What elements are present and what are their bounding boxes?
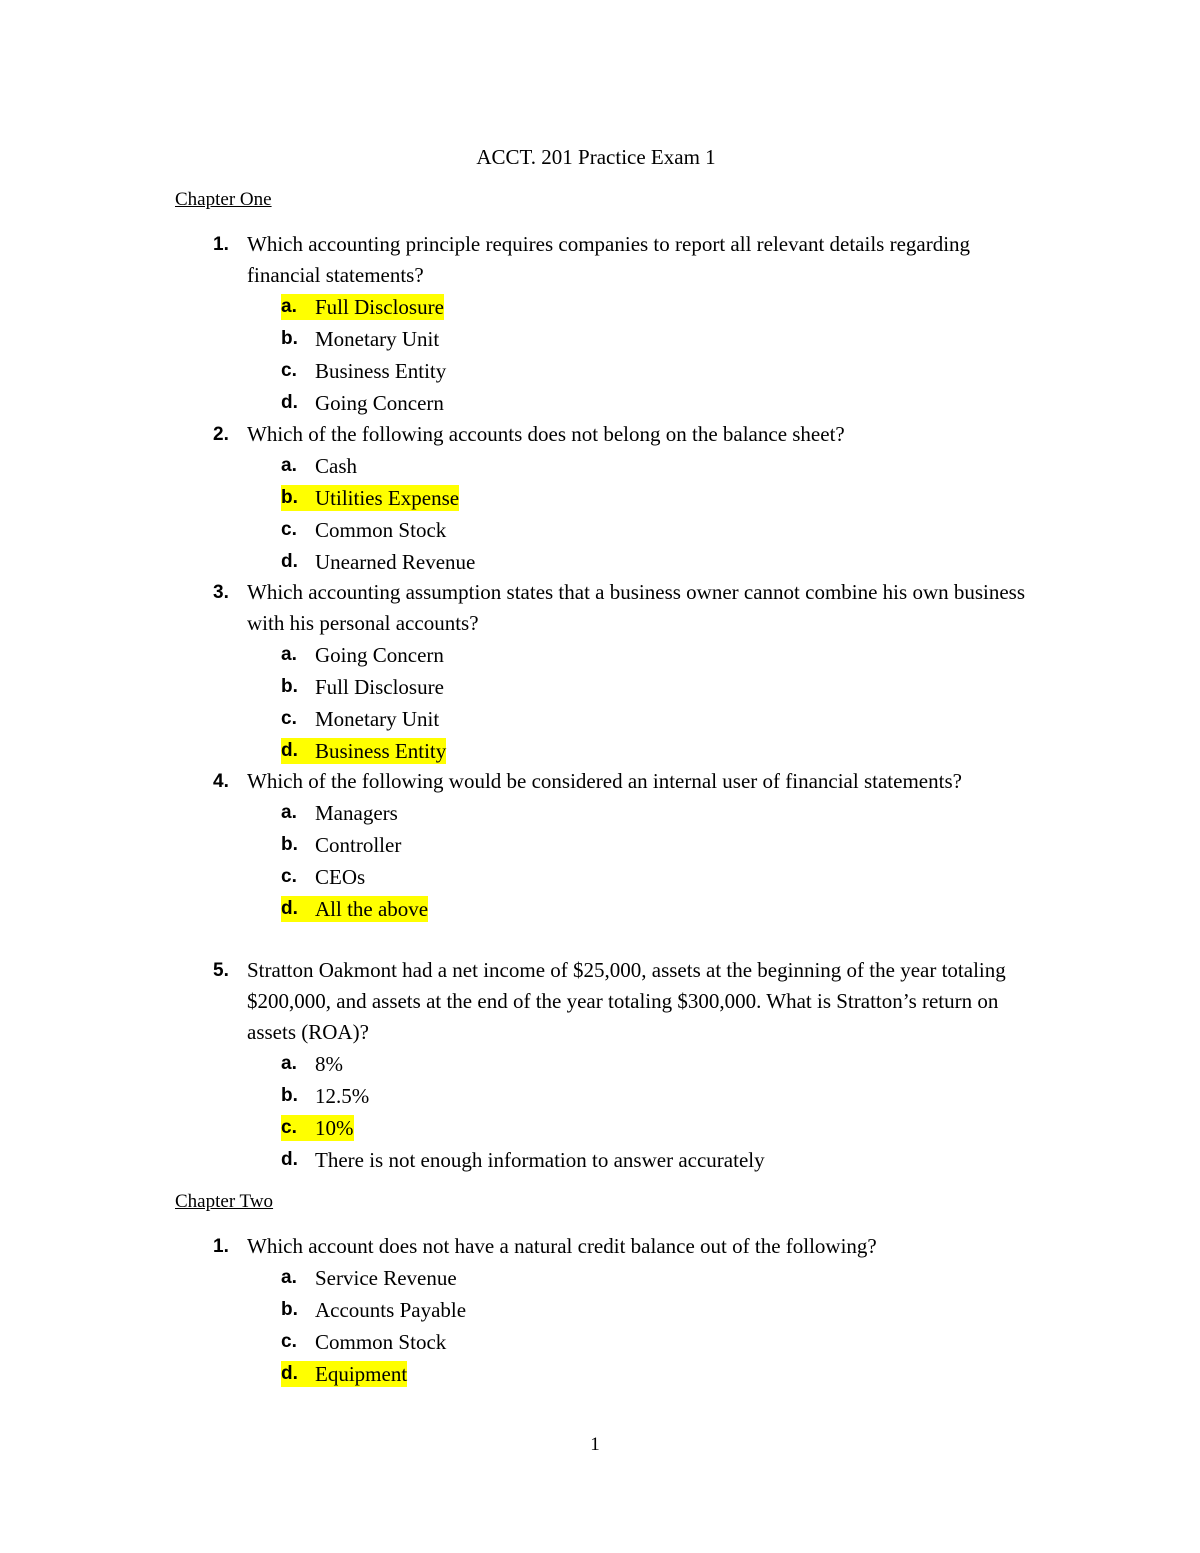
answer-option <box>281 514 1043 546</box>
answer-options <box>213 639 1043 767</box>
question-text: Which accounting assumption states that a business owner cannot combine his own business with his personal accounts? <box>247 580 1026 635</box>
answer-option <box>281 323 1043 355</box>
option-letter: d. <box>281 896 315 922</box>
answer-option <box>281 703 1043 735</box>
option-letter: c. <box>281 708 297 729</box>
question-1-3 <box>213 577 1043 767</box>
option-letter: c. <box>281 519 297 540</box>
question-text: Which of the following would be considered an internal user of financial statements? <box>247 769 962 793</box>
option-text: Unearned Revenue <box>315 550 476 574</box>
question-number: 1. <box>213 1236 229 1257</box>
option-text: Going Concern <box>315 391 444 415</box>
question-number: 4. <box>213 771 229 792</box>
question-text: Which accounting principle requires companies to report all relevant details regarding financial statements? <box>247 232 971 287</box>
option-text: Going Concern <box>315 643 444 667</box>
option-text: Service Revenue <box>315 1266 457 1290</box>
question-number: 1. <box>213 234 229 255</box>
question-1-4 <box>213 766 1043 925</box>
answer-option <box>281 735 1043 767</box>
option-letter: d. <box>281 392 298 413</box>
option-text: Monetary Unit <box>315 707 440 731</box>
option-letter: b. <box>281 485 315 511</box>
answer-option <box>281 1262 1043 1294</box>
answer-option <box>281 861 1043 893</box>
option-text: Common Stock <box>315 1330 447 1354</box>
page-number: 1 <box>590 1434 600 1455</box>
option-letter: c. <box>281 866 297 887</box>
answer-option <box>281 1080 1043 1112</box>
answer-option <box>281 797 1043 829</box>
answer-option <box>281 355 1043 387</box>
option-text: CEOs <box>315 865 366 889</box>
option-letter: b. <box>281 1085 298 1106</box>
answer-option <box>281 450 1043 482</box>
option-letter: c. <box>281 360 297 381</box>
option-letter: d. <box>281 738 315 764</box>
option-text: Monetary Unit <box>315 327 440 351</box>
option-text: 12.5% <box>315 1084 370 1108</box>
option-letter: a. <box>281 1267 297 1288</box>
option-letter: a. <box>281 802 297 823</box>
question-1-5 <box>213 955 1043 1176</box>
option-letter: d. <box>281 551 298 572</box>
answer-option <box>281 1048 1043 1080</box>
option-letter: a. <box>281 294 315 320</box>
option-text: Common Stock <box>315 518 447 542</box>
answer-options <box>213 1262 1043 1390</box>
option-text: Managers <box>315 801 398 825</box>
option-letter: b. <box>281 328 298 349</box>
chapter-two-heading: Chapter Two <box>175 1191 274 1212</box>
answer-option <box>281 671 1043 703</box>
option-letter: b. <box>281 834 298 855</box>
option-text: Full Disclosure <box>315 295 444 319</box>
option-letter: d. <box>281 1361 315 1387</box>
option-text: Business Entity <box>315 359 447 383</box>
answer-option <box>281 1144 1043 1176</box>
answer-option <box>281 829 1043 861</box>
answer-options <box>213 291 1043 419</box>
question-1-1 <box>213 229 1043 419</box>
option-text: Equipment <box>315 1362 408 1386</box>
answer-option <box>281 387 1043 419</box>
document-title: ACCT. 201 Practice Exam 1 <box>476 145 716 169</box>
option-text: Cash <box>315 454 357 478</box>
option-letter: d. <box>281 1149 298 1170</box>
answer-option <box>281 291 1043 323</box>
answer-options <box>213 450 1043 578</box>
option-text: All the above <box>315 897 429 921</box>
chapter-one-heading: Chapter One <box>175 189 272 210</box>
question-number: 3. <box>213 582 229 603</box>
answer-option <box>281 1294 1043 1326</box>
question-text: Which of the following accounts does not belong on the balance sheet? <box>247 422 845 446</box>
answer-option <box>281 639 1043 671</box>
answer-option <box>281 1326 1043 1358</box>
option-letter: c. <box>281 1331 297 1352</box>
option-text: There is not enough information to answer accurately <box>315 1148 765 1172</box>
answer-option <box>281 482 1043 514</box>
answer-option <box>281 546 1043 578</box>
option-text: Utilities Expense <box>315 486 460 510</box>
answer-options <box>213 1048 1043 1176</box>
option-letter: b. <box>281 676 298 697</box>
option-letter: c. <box>281 1115 315 1141</box>
option-letter: a. <box>281 1053 297 1074</box>
option-letter: b. <box>281 1299 298 1320</box>
option-letter: a. <box>281 455 297 476</box>
question-1-2 <box>213 419 1043 578</box>
question-number: 2. <box>213 424 229 445</box>
question-text: Stratton Oakmont had a net income of $25,000, assets at the beginning of the year totaling $200,000, and assets at the end of the year totaling $300,000. What is Stratton’s return on assets (ROA)? <box>247 958 1006 1044</box>
option-text: Full Disclosure <box>315 675 444 699</box>
question-2-1 <box>213 1231 1043 1390</box>
question-number: 5. <box>213 960 229 981</box>
option-text: 10% <box>315 1116 354 1140</box>
option-text: 8% <box>315 1052 343 1076</box>
option-letter: a. <box>281 644 297 665</box>
option-text: Business Entity <box>315 739 447 763</box>
answer-option <box>281 1112 1043 1144</box>
answer-options <box>213 797 1043 925</box>
option-text: Accounts Payable <box>315 1298 467 1322</box>
answer-option <box>281 1358 1043 1390</box>
option-text: Controller <box>315 833 402 857</box>
answer-option <box>281 893 1043 925</box>
question-text: Which account does not have a natural credit balance out of the following? <box>247 1234 877 1258</box>
